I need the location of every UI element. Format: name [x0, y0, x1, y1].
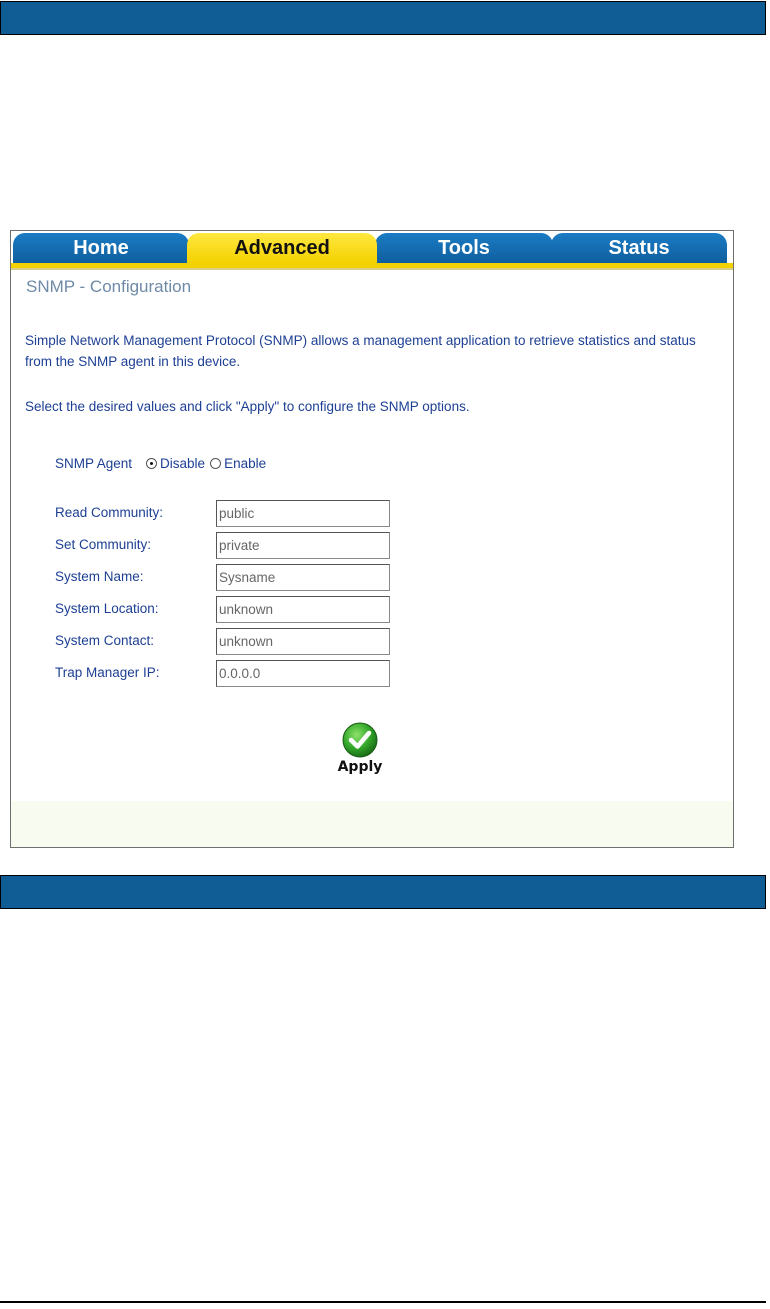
- description-text: Simple Network Management Protocol (SNMP) allows a management application to retrieve statistics and status from the SNMP agent in this device.: [25, 333, 696, 369]
- enable-radio[interactable]: [210, 458, 221, 469]
- disable-radio[interactable]: [146, 458, 157, 469]
- system-contact-row: [55, 628, 455, 656]
- system-location-input[interactable]: [216, 596, 390, 623]
- apply-button[interactable]: [332, 722, 388, 782]
- tab-advanced[interactable]: Advanced: [187, 233, 377, 263]
- enable-radio-label[interactable]: Enable: [224, 456, 267, 471]
- disable-radio-label[interactable]: Disable: [160, 456, 206, 471]
- snmp-agent-label: SNMP Agent: [55, 456, 133, 471]
- system-location-label: System Location:: [55, 601, 159, 616]
- checkmark-icon: [342, 722, 378, 758]
- system-name-label: System Name:: [55, 569, 144, 584]
- footer-band: [11, 801, 733, 847]
- page-footer-rule: [0, 1301, 766, 1303]
- snmp-config-panel: [11, 270, 733, 801]
- instruction-text: Select the desired values and click "Apply" to configure the SNMP options.: [25, 399, 470, 414]
- tab-status[interactable]: Status: [551, 233, 727, 263]
- apply-label: Apply: [337, 759, 383, 775]
- document-header-bar: [0, 1, 766, 35]
- tab-bar: [11, 231, 733, 265]
- snmp-agent-row: [55, 456, 271, 471]
- set-community-label: Set Community:: [55, 537, 152, 552]
- system-name-input[interactable]: [216, 564, 390, 591]
- router-config-window: [10, 230, 734, 848]
- system-location-row: [55, 596, 455, 624]
- trap-manager-ip-label: Trap Manager IP:: [55, 665, 160, 680]
- trap-manager-ip-row: [55, 660, 455, 688]
- read-community-label: Read Community:: [55, 505, 164, 520]
- tab-home[interactable]: Home: [13, 233, 189, 263]
- page-title: SNMP - Configuration: [26, 277, 192, 296]
- system-name-row: [55, 564, 455, 592]
- document-section-bar: [0, 875, 766, 909]
- system-contact-input[interactable]: [216, 628, 390, 655]
- set-community-input[interactable]: [216, 532, 390, 559]
- read-community-input[interactable]: [216, 500, 390, 527]
- system-contact-label: System Contact:: [55, 633, 155, 648]
- read-community-row: [55, 500, 455, 528]
- tab-tools[interactable]: Tools: [375, 233, 553, 263]
- set-community-row: [55, 532, 455, 560]
- trap-manager-ip-input[interactable]: [216, 660, 390, 687]
